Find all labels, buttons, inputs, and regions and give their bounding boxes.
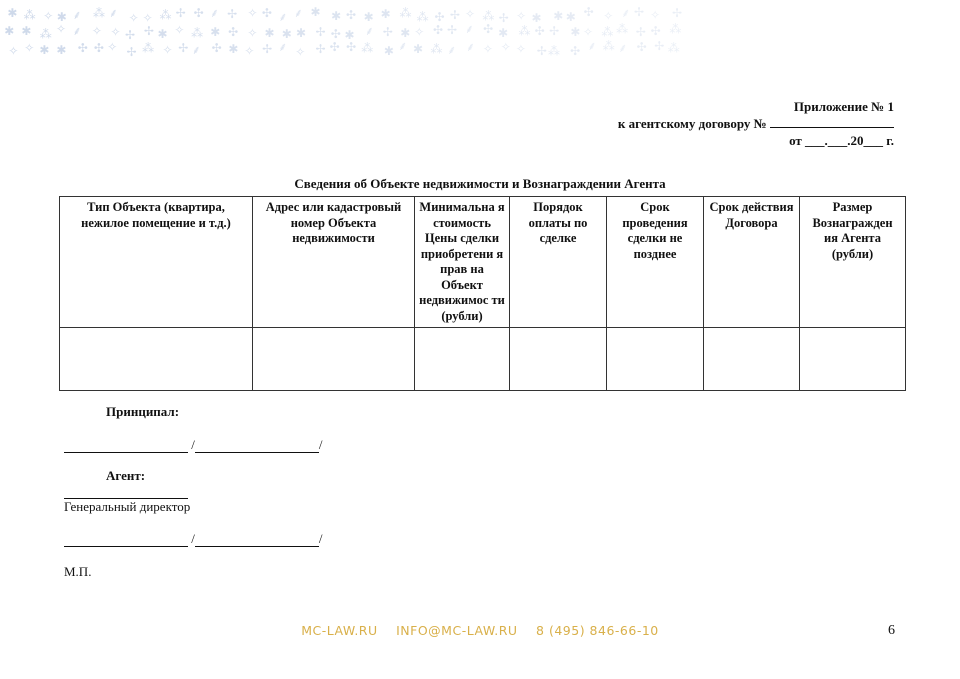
pattern-mark: ✢	[635, 25, 646, 40]
pattern-mark: ✧	[107, 39, 118, 54]
pattern-mark: ⸙	[72, 7, 82, 22]
agent-position-blank	[64, 484, 188, 499]
pattern-mark: ⸙	[72, 24, 82, 39]
pattern-mark: ⁂	[361, 41, 374, 56]
table-cell	[60, 328, 253, 391]
pattern-mark: ✢	[315, 41, 326, 56]
agent-signature-separator: /	[191, 531, 195, 546]
pattern-mark: ✧	[582, 24, 594, 39]
pattern-mark: ⸙	[621, 6, 631, 21]
pattern-mark: ⁂	[416, 10, 429, 25]
pattern-mark: ✢	[634, 5, 645, 20]
pattern-mark: ✢	[447, 23, 458, 38]
pattern-mark: ✱	[344, 27, 355, 42]
table-cell	[800, 328, 906, 391]
table-cell	[607, 328, 704, 391]
pattern-mark: ⸙	[278, 39, 288, 54]
pattern-mark: ✧	[650, 8, 661, 23]
pattern-mark: ✱	[39, 43, 50, 58]
pattern-mark: ✧	[128, 10, 139, 25]
pattern-mark: ⁂	[518, 23, 531, 38]
header-address: Адрес или кадастровый номер Объекта недвижимости	[253, 197, 415, 328]
pattern-mark: ✣	[330, 26, 341, 41]
agent-signature-end: /	[318, 531, 323, 546]
page-number: 6	[888, 623, 895, 638]
pattern-mark: ✣	[432, 22, 443, 37]
table-row	[60, 328, 906, 391]
pattern-mark: ✧	[162, 42, 173, 57]
pattern-mark: ✱	[264, 26, 275, 41]
pattern-mark: ✧	[8, 44, 19, 59]
annex-contract-line	[618, 115, 894, 132]
pattern-mark: ✢	[672, 5, 683, 20]
pattern-mark: ✣	[650, 24, 661, 39]
pattern-mark: ✧	[247, 25, 258, 40]
pattern-mark: ⸙	[108, 6, 118, 21]
pattern-mark: ✧	[24, 40, 35, 55]
pattern-mark: ✱	[565, 9, 576, 24]
pattern-mark: ⁂	[159, 8, 172, 23]
pattern-mark: ✢	[498, 10, 509, 25]
pattern-mark: ⸙	[364, 24, 374, 39]
pattern-mark: ✣	[329, 39, 340, 54]
pattern-mark: ✧	[91, 24, 102, 39]
pattern-mark: ⸙	[465, 39, 475, 54]
table-cell	[704, 328, 800, 391]
annex-date: от ___.___.20___ г.	[789, 133, 894, 148]
pattern-mark: ✣	[93, 41, 104, 56]
pattern-mark: ⸙	[191, 43, 201, 58]
pattern-mark: ✣	[261, 6, 272, 21]
pattern-mark: ⁂	[616, 22, 629, 37]
pattern-mark: ✢	[654, 39, 665, 54]
footer	[0, 623, 960, 638]
pattern-mark: ✢	[262, 42, 273, 57]
pattern-mark: ✣	[483, 22, 494, 37]
pattern-mark: ✣	[346, 40, 357, 55]
pattern-mark: ⸙	[398, 39, 408, 54]
pattern-mark: ✧	[482, 41, 493, 56]
pattern-mark: ✣	[211, 41, 222, 55]
pattern-mark: ⁂	[399, 5, 412, 20]
pattern-mark: ✧	[174, 23, 185, 38]
pattern-mark: ✢	[449, 8, 460, 23]
table-cell	[415, 328, 510, 391]
principal-label: Принципал:	[106, 404, 180, 419]
contract-prefix: к агентскому договору №	[617, 116, 767, 131]
pattern-mark: ✱	[331, 8, 342, 23]
pattern-mark: ⁂	[23, 8, 36, 23]
pattern-mark: ✱	[7, 5, 18, 20]
pattern-mark: ✧	[142, 10, 153, 25]
pattern-mark: ✢	[125, 27, 136, 42]
pattern-mark: ⁂	[669, 22, 682, 37]
pattern-mark: ✱	[21, 24, 32, 39]
pattern-mark: ✱	[570, 25, 581, 40]
table-cell	[510, 328, 607, 391]
pattern-mark: ✧	[295, 44, 306, 59]
pattern-mark: ✱	[56, 42, 67, 57]
pattern-mark: ✧	[464, 7, 475, 22]
pattern-mark: ⁂	[39, 26, 52, 41]
pattern-mark: ⸙	[293, 6, 303, 21]
pattern-mark: ✱	[310, 5, 321, 20]
pattern-mark: ✢	[536, 44, 547, 59]
agent-signature-line	[64, 531, 323, 547]
pattern-mark: ✢	[126, 44, 137, 59]
header-min-price: Минимальна я стоимость Цены сделки приобретени я прав на Объект недвижимос ти (рубли)	[415, 197, 510, 328]
pattern-mark: ✧	[43, 8, 54, 23]
pattern-mark: ✱	[210, 25, 221, 40]
principal-signature-separator: /	[191, 437, 195, 452]
pattern-mark: ✧	[516, 8, 527, 23]
pattern-mark: ✢	[178, 40, 189, 55]
pattern-mark: ✱	[412, 41, 423, 56]
pattern-mark: ✱	[383, 43, 394, 58]
pattern-mark: ✣	[534, 24, 545, 39]
table-header-row	[60, 197, 906, 328]
pattern-mark: ✱	[228, 42, 239, 57]
header-object-type: Тип Объекта (квартира, нежилое помещение и т.д.)	[60, 197, 253, 328]
pattern-mark: ✣	[636, 39, 647, 54]
header-deal-deadline: Срок проведения сделки не позднее	[607, 197, 704, 328]
pattern-mark: ✢	[315, 25, 326, 40]
principal-signature-line	[64, 437, 323, 453]
footer-site-link[interactable]: MC-LAW.RU	[301, 623, 378, 638]
pattern-mark: ✣	[570, 43, 581, 58]
pattern-mark: ✣	[228, 24, 239, 39]
principal-signature-blank	[64, 438, 188, 453]
pattern-mark: ✱	[157, 27, 168, 42]
agent-label: Агент:	[106, 468, 146, 483]
pattern-mark: ✱	[56, 9, 67, 24]
footer-phone: 8 (495) 846-66-10	[536, 623, 659, 638]
contract-number-blank	[770, 115, 894, 128]
pattern-mark: ⁂	[602, 39, 615, 54]
header-agent-fee: Размер Вознагражден ия Агента (рубли)	[800, 197, 906, 328]
pattern-mark: ⁂	[601, 25, 614, 40]
principal-name-blank	[195, 438, 319, 453]
pattern-mark: ⁂	[667, 40, 680, 55]
pattern-mark: ✢	[227, 7, 238, 22]
pattern-mark: ✱	[553, 8, 564, 23]
pattern-mark: ✧	[603, 9, 614, 24]
pattern-mark: ⁂	[93, 5, 106, 20]
pattern-mark: ⸙	[618, 40, 628, 55]
table-title: Сведения об Объекте недвижимости и Вознаграждении Агента	[294, 176, 666, 191]
pattern-mark: ✣	[345, 7, 356, 22]
pattern-mark: ✧	[500, 39, 511, 54]
agent-position: Генеральный директор	[64, 499, 191, 514]
pattern-mark: ✣	[434, 10, 445, 25]
pattern-mark: ✱	[281, 27, 292, 42]
pattern-mark: ⸙	[209, 5, 219, 20]
agent-signature-blank	[64, 532, 188, 547]
pattern-mark: ✣	[193, 6, 204, 21]
pattern-mark: ✣	[583, 5, 594, 20]
pattern-mark: ✢	[175, 6, 186, 21]
header-payment-order: Порядок оплаты по сделке	[510, 197, 607, 328]
annex-title: Приложение № 1	[793, 99, 894, 114]
pattern-mark: ✧	[110, 24, 121, 39]
pattern-mark: ✧	[414, 24, 425, 39]
pattern-mark: ⁂	[482, 9, 495, 24]
table-cell	[253, 328, 415, 391]
pattern-mark: ⁂	[142, 40, 155, 55]
pattern-mark: ⸙	[447, 42, 457, 57]
pattern-mark: ⁂	[191, 25, 204, 40]
pattern-mark: ✱	[4, 23, 15, 38]
pattern-mark: ✱	[363, 10, 374, 25]
pattern-mark: ⸙	[464, 22, 474, 37]
pattern-mark: ✱	[400, 26, 411, 41]
decorative-pattern	[0, 0, 690, 60]
pattern-mark: ⸙	[587, 39, 597, 54]
footer-email-link[interactable]: INFO@MC-LAW.RU	[396, 623, 518, 638]
pattern-mark: ✱	[498, 25, 509, 40]
pattern-mark: ✧	[55, 22, 67, 36]
agent-position-line	[64, 483, 188, 499]
pattern-mark: ⸙	[278, 9, 288, 24]
pattern-mark: ✧	[247, 6, 258, 21]
pattern-mark: ✢	[549, 24, 560, 39]
pattern-mark: ✣	[77, 41, 88, 56]
annex-header	[618, 98, 894, 149]
pattern-mark: ✧	[515, 41, 526, 56]
pattern-mark: ✱	[295, 26, 307, 41]
principal-signature-end: /	[318, 437, 323, 452]
pattern-mark: ✢	[143, 23, 154, 38]
agent-name-blank	[195, 532, 319, 547]
pattern-mark: ✢	[382, 25, 393, 39]
header-contract-term: Срок действия Договора	[704, 197, 800, 328]
pattern-mark: ✱	[380, 6, 391, 21]
pattern-mark: ✱	[531, 10, 542, 25]
property-info-table	[59, 196, 906, 391]
pattern-mark: ⁂	[430, 42, 443, 57]
seal-label: М.П.	[64, 564, 92, 579]
pattern-mark: ⁂	[548, 44, 561, 59]
pattern-mark: ✧	[244, 43, 255, 58]
